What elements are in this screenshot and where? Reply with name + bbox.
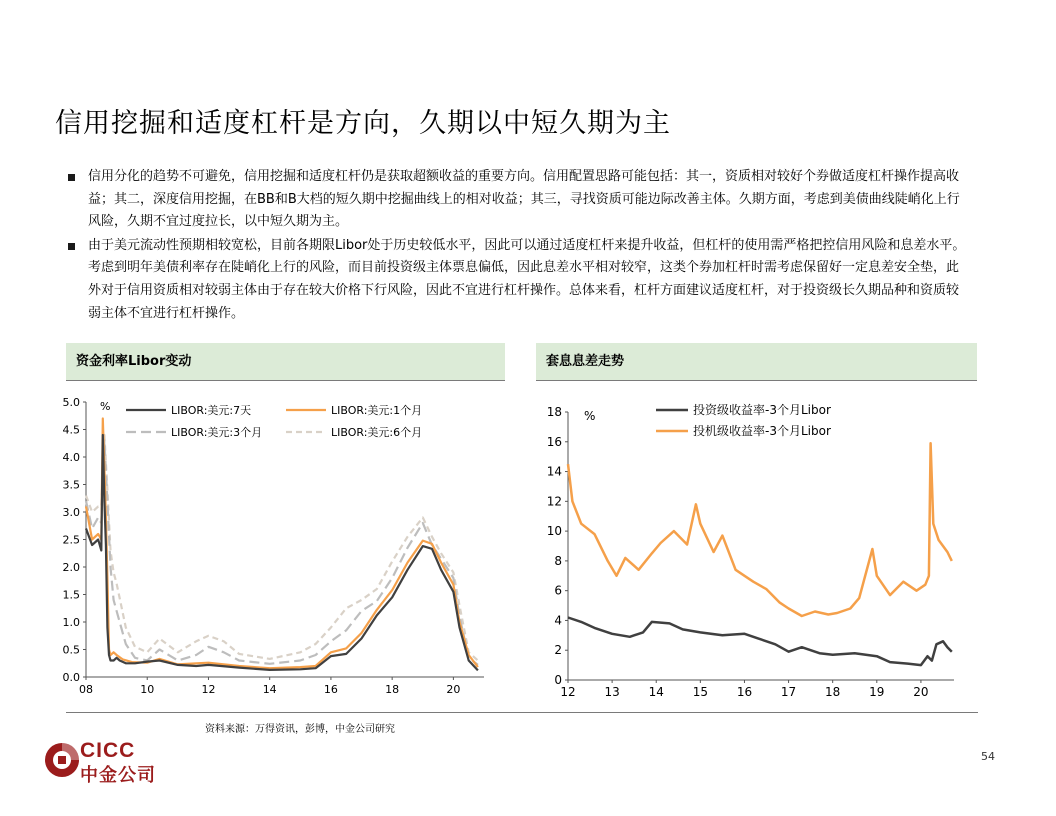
legend-label: 投机级收益率-3个月Libor: [693, 424, 831, 438]
x-tick-label: 14: [262, 683, 277, 696]
logo-cn-text: 中金公司: [80, 765, 156, 786]
x-tick-label: 14: [648, 685, 664, 699]
left-chart-title: 资金利率Libor变动: [66, 343, 505, 381]
y-tick-label: 18: [546, 405, 562, 419]
x-tick-label: 18: [825, 685, 841, 699]
y-tick-label: 8: [554, 553, 562, 568]
x-tick-label: 16: [736, 685, 753, 699]
x-tick-label: 18: [385, 683, 400, 696]
x-tick-label: 17: [780, 685, 797, 699]
x-tick-label: 20: [446, 683, 461, 696]
series-line: [86, 435, 478, 670]
source-note: 资料来源：万得资讯，彭博，中金公司研究: [205, 724, 395, 735]
y-tick-label: 0.0: [62, 671, 80, 684]
y-tick-label: 2: [554, 643, 562, 658]
y-tick-label: 3.0: [62, 506, 80, 519]
y-tick-label: 4.0: [62, 451, 80, 464]
carry-spread-chart: [536, 392, 976, 702]
right-chart-title: 套息息差走势: [536, 343, 977, 381]
x-tick-label: 15: [692, 685, 708, 699]
y-tick-label: 14: [546, 464, 562, 479]
legend-label: 投资级收益率-3个月Libor: [693, 403, 831, 417]
x-tick-label: 19: [869, 685, 885, 699]
bottom-divider: [66, 712, 978, 713]
y-tick-label: 1.0: [62, 616, 80, 629]
x-tick-label: 16: [323, 683, 338, 696]
y-tick-label: 3.5: [62, 478, 80, 492]
x-tick-label: 12: [201, 683, 216, 696]
legend-label: LIBOR:美元:6个月: [331, 426, 423, 439]
y-tick-label: 2.5: [62, 533, 80, 547]
series-line: [568, 443, 952, 616]
y-tick-label: 1.5: [62, 588, 80, 602]
y-tick-label: 10: [546, 524, 562, 539]
y-tick-label: 6: [554, 583, 562, 598]
bullet-item: [68, 235, 968, 325]
y-tick-label: 12: [546, 494, 562, 509]
series-line: [86, 419, 478, 669]
page-number: 54: [981, 750, 995, 763]
unit-label: %: [100, 400, 111, 413]
legend-label: LIBOR:美元:7天: [171, 404, 252, 417]
y-tick-label: 0.5: [62, 643, 80, 657]
y-tick-label: 16: [546, 434, 562, 449]
x-tick-label: 13: [604, 685, 620, 699]
bullet-text: 信用分化的趋势不可避免，信用挖掘和适度杠杆仍是获取超额收益的重要方向。信用配置思路可能包括：其一，资质相对较好个券做适度杠杆操作提高收益；其二，深度信用挖掘，在BB和B大档的短久期中挖掘曲线上的相对收益；其三，寻找资质可能边际改善主体。久期方面，考虑到美债曲线陡峭化上行风险，久期不宜过度拉长，以中短久期为主。: [88, 169, 960, 230]
square-bullet-icon: [68, 174, 75, 181]
legend-label: LIBOR:美元:3个月: [171, 426, 263, 439]
y-tick-label: 5.0: [62, 396, 80, 409]
y-tick-label: 4: [554, 613, 562, 628]
y-tick-label: 2.0: [62, 561, 80, 574]
x-tick-label: 08: [79, 683, 93, 696]
unit-label: %: [584, 409, 596, 423]
bullet-item: [68, 166, 968, 234]
page-title: 信用挖掘和适度杠杆是方向，久期以中短久期为主: [55, 108, 671, 139]
legend-label: LIBOR:美元:1个月: [331, 404, 423, 417]
y-tick-label: 0: [554, 673, 562, 687]
bullet-text: 由于美元流动性预期相较宽松，目前各期限Libor处于历史较低水平，因此可以通过适度杠杆来提升收益，但杠杆的使用需严格把控信用风险和息差水平。考虑到明年美债利率存在陡峭化上行的风险，而目前投资级主体票息偏低，因此息差水平相对较窄，这类个券加杠杆时需考虑保留好一定息差安全垫，此外对于信用资质相对较弱主体由于存在较大价格下行风险，因此不宜进行杠杆操作。总体来看，杠杆方面建议适度杠杆，对于投资级长久期品种和资质较弱主体不宜进行杠杆操作。: [88, 237, 966, 321]
x-tick-label: 10: [140, 683, 155, 696]
x-tick-label: 20: [913, 685, 929, 699]
x-tick-label: 12: [560, 685, 576, 699]
libor-chart: [56, 392, 496, 702]
bullet-list: [68, 166, 968, 326]
square-bullet-icon: [68, 243, 75, 250]
logo-en-text: CICC: [80, 739, 136, 762]
y-tick-label: 4.5: [62, 423, 80, 437]
series-line: [568, 618, 952, 666]
